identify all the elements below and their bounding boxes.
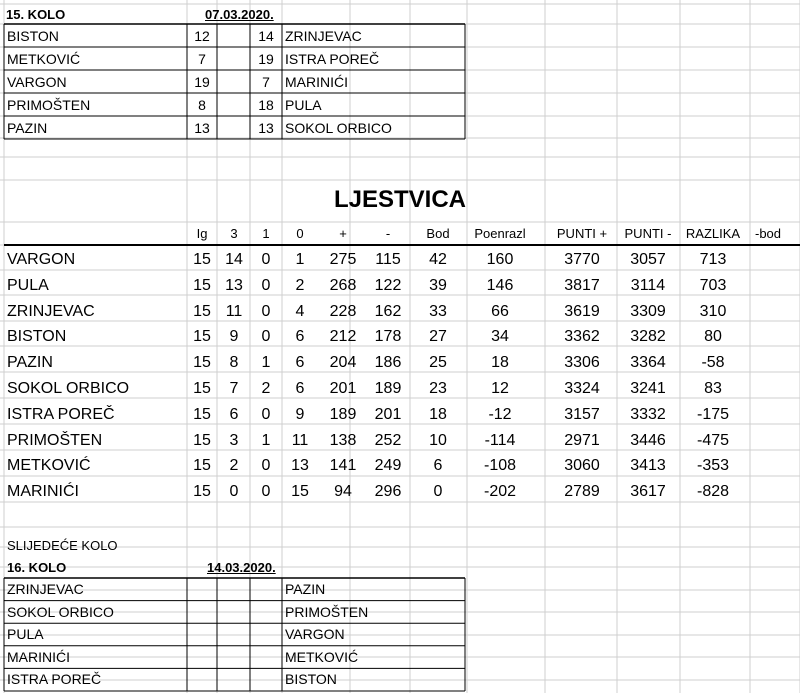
column-header: 0 (296, 226, 304, 241)
standings-cell: 3413 (630, 457, 666, 475)
standings-title: LJESTVICA (333, 186, 467, 213)
standings-cell: 3364 (630, 354, 666, 372)
standings-cell: 9 (229, 328, 239, 346)
fixture-away-team: MARINIĆI (285, 74, 348, 90)
standings-cell: 201 (374, 405, 402, 423)
standings-cell: 15 (291, 483, 309, 501)
standings-team-name: PRIMOŠTEN (7, 431, 103, 449)
standings-cell: 94 (334, 483, 352, 501)
standings-cell: -114 (484, 431, 516, 449)
fixture-away-score: 13 (258, 120, 274, 136)
standings-cell: 3817 (564, 276, 600, 294)
standings-cell: 204 (329, 354, 357, 372)
standings-team-name: PAZIN (7, 354, 53, 372)
standings-cell: 13 (225, 276, 243, 294)
standings-cell: 713 (699, 251, 727, 268)
standings-cell: 11 (291, 431, 309, 449)
fixture-home-team: PRIMOŠTEN (7, 97, 91, 113)
next-fixture-away-team: BISTON (285, 671, 337, 688)
standings-cell: 0 (261, 457, 271, 475)
column-header: PUNTI + (556, 226, 608, 241)
standings-team-name: VARGON (7, 251, 76, 268)
standings-cell: 6 (295, 380, 305, 397)
standings-cell: 122 (374, 276, 402, 294)
standings-cell: 15 (193, 483, 211, 501)
next-round-label: SLIJEDEĆE KOLO (7, 538, 118, 553)
standings-cell: -108 (483, 457, 517, 475)
round-15-label: 15. KOLO (6, 7, 66, 22)
standings-cell: 275 (329, 251, 357, 268)
fixture-home-team: VARGON (7, 74, 67, 90)
standings-cell: 15 (193, 328, 211, 346)
standings-cell: 3282 (630, 328, 666, 346)
standings-cell: 249 (374, 457, 402, 475)
standings-cell: 15 (193, 431, 211, 449)
fixture-home-score: 7 (198, 51, 206, 67)
standings-cell: 6 (295, 354, 305, 372)
standings-cell: 2 (229, 457, 239, 475)
standings-cell: 2971 (564, 431, 600, 449)
column-header: Poenrazl (474, 226, 526, 241)
standings-cell: -828 (696, 483, 730, 501)
standings-cell: 268 (329, 276, 357, 294)
standings-cell: 178 (374, 328, 402, 346)
column-header: 3 (230, 226, 238, 241)
standings-cell: 34 (491, 328, 509, 346)
standings-cell: 11 (225, 302, 243, 320)
standings-cell: 12 (491, 380, 509, 397)
standings-cell: 66 (491, 302, 509, 320)
standings-cell: 10 (429, 431, 447, 449)
standings-cell: 3446 (630, 431, 666, 449)
standings-cell: 212 (329, 328, 357, 346)
standings-cell: 296 (374, 483, 402, 501)
standings-cell: 310 (699, 302, 727, 320)
standings-cell: 3617 (630, 483, 666, 501)
fixture-away-score: 14 (258, 28, 274, 44)
standings-cell: 18 (429, 405, 447, 423)
standings-cell: 2789 (564, 483, 600, 501)
standings-cell: 6 (433, 457, 443, 475)
fixture-away-team: ISTRA POREČ (285, 51, 380, 67)
standings-cell: 3332 (630, 405, 666, 423)
standings-cell: 3 (229, 431, 239, 449)
standings-cell: 703 (699, 276, 727, 294)
standings-cell: 15 (193, 276, 211, 294)
standings-cell: 2 (295, 276, 305, 294)
fixture-away-team: ZRINJEVAC (285, 28, 362, 44)
standings-cell: 3770 (564, 251, 600, 268)
standings-cell: 2 (261, 380, 271, 397)
standings-cell: 0 (261, 302, 271, 320)
column-header: Ig (196, 226, 208, 241)
standings-cell: 9 (295, 405, 305, 423)
standings-cell: 3057 (630, 251, 666, 268)
standings-cell: 0 (433, 483, 443, 501)
fixture-away-score: 19 (258, 51, 274, 67)
standings-cell: 4 (295, 302, 305, 320)
fixture-home-score: 13 (194, 120, 210, 136)
standings-cell: 138 (329, 431, 357, 449)
standings-cell: 80 (704, 328, 722, 346)
next-fixture-home-team: SOKOL ORBICO (7, 603, 114, 620)
standings-cell: 27 (429, 328, 447, 346)
standings-cell: 0 (229, 483, 239, 501)
standings-cell: 3324 (564, 380, 600, 397)
standings-cell: 0 (261, 276, 271, 294)
standings-cell: 15 (193, 302, 211, 320)
standings-cell: 15 (193, 457, 211, 475)
standings-cell: 3309 (630, 302, 666, 320)
round-16-label: 16. KOLO (7, 560, 67, 575)
standings-cell: 8 (229, 354, 239, 372)
standings-cell: 3619 (564, 302, 600, 320)
standings-cell: 42 (429, 251, 447, 268)
standings-cell: 3306 (564, 354, 600, 372)
standings-cell: -175 (696, 405, 730, 423)
standings-cell: -475 (696, 431, 730, 449)
standings-team-name: SOKOL ORBICO (7, 380, 130, 397)
next-fixture-home-team: ZRINJEVAC (7, 581, 84, 597)
next-fixture-away-team: PAZIN (285, 581, 326, 597)
fixture-home-team: METKOVIĆ (7, 51, 81, 67)
standings-cell: 252 (374, 431, 402, 449)
fixture-home-team: BISTON (7, 28, 59, 44)
column-header: PUNTI - (624, 226, 672, 241)
standings-team-name: ISTRA POREČ (7, 405, 115, 423)
standings-cell: -202 (483, 483, 517, 501)
fixture-home-score: 12 (194, 28, 210, 44)
standings-cell: 186 (374, 354, 402, 372)
standings-cell: 3241 (630, 380, 666, 397)
standings-cell: -58 (701, 354, 725, 372)
standings-team-name: BISTON (7, 328, 67, 346)
standings-cell: 3114 (630, 276, 666, 294)
standings-cell: 15 (193, 354, 211, 372)
standings-cell: 15 (193, 251, 211, 268)
standings-cell: 1 (261, 431, 271, 449)
standings-cell: 3157 (564, 405, 600, 423)
standings-cell: 1 (295, 251, 305, 268)
standings-cell: 0 (261, 483, 271, 501)
standings-cell: 15 (193, 380, 211, 397)
standings-cell: 0 (261, 328, 271, 346)
standings-cell: 7 (229, 380, 239, 397)
fixture-home-score: 8 (198, 97, 206, 113)
standings-cell: 25 (429, 354, 447, 372)
fixture-away-team: SOKOL ORBICO (285, 120, 392, 136)
standings-cell: 18 (491, 354, 509, 372)
standings-cell: 201 (329, 380, 357, 397)
fixture-away-team: PULA (285, 97, 322, 113)
standings-cell: 83 (704, 380, 722, 397)
standings-cell: 0 (261, 251, 271, 268)
standings-cell: 3060 (564, 457, 600, 475)
fixture-away-score: 18 (258, 97, 274, 113)
standings-team-name: ZRINJEVAC (7, 302, 95, 320)
standings-cell: 3362 (564, 328, 600, 346)
standings-cell: -12 (488, 405, 512, 423)
standings-cell: 1 (261, 354, 271, 372)
next-fixture-home-team: MARINIĆI (7, 648, 70, 665)
round-16-date: 14.03.2020. (207, 560, 276, 575)
next-fixture-away-team: VARGON (285, 626, 345, 643)
standings-cell: 160 (486, 251, 514, 268)
fixture-home-team: PAZIN (7, 120, 48, 136)
fixture-home-score: 19 (194, 74, 210, 90)
standings-cell: 189 (329, 405, 357, 423)
round-15-date: 07.03.2020. (205, 7, 274, 22)
standings-cell: 162 (374, 302, 402, 320)
standings-cell: 0 (261, 405, 271, 423)
next-fixture-away-team: PRIMOŠTEN (285, 603, 369, 620)
next-fixture-home-team: ISTRA POREČ (7, 671, 102, 688)
column-header: RAZLIKA (685, 226, 741, 241)
standings-cell: 23 (429, 380, 447, 397)
standings-cell: 228 (329, 302, 357, 320)
standings-team-name: MARINIĆI (7, 483, 79, 501)
standings-cell: 189 (374, 380, 402, 397)
standings-cell: 6 (295, 328, 305, 346)
standings-cell: 39 (429, 276, 447, 294)
standings-cell: -353 (696, 457, 730, 475)
standings-cell: 141 (329, 457, 357, 475)
next-fixture-home-team: PULA (7, 626, 44, 643)
standings-cell: 14 (225, 251, 243, 268)
column-header: -bod (754, 226, 782, 241)
standings-cell: 13 (291, 457, 309, 475)
fixture-away-score: 7 (262, 74, 270, 90)
standings-team-name: PULA (7, 276, 49, 294)
standings-cell: 146 (486, 276, 514, 294)
standings-team-name: METKOVIĆ (7, 457, 91, 475)
column-header: 1 (262, 226, 270, 241)
standings-cell: 6 (229, 405, 239, 423)
standings-cell: 115 (375, 251, 401, 268)
standings-cell: 15 (193, 405, 211, 423)
next-fixture-away-team: METKOVIĆ (285, 648, 359, 665)
column-header: Bod (426, 226, 450, 241)
standings-cell: 33 (429, 302, 447, 320)
column-header: - (385, 226, 391, 241)
column-header: + (339, 226, 347, 241)
